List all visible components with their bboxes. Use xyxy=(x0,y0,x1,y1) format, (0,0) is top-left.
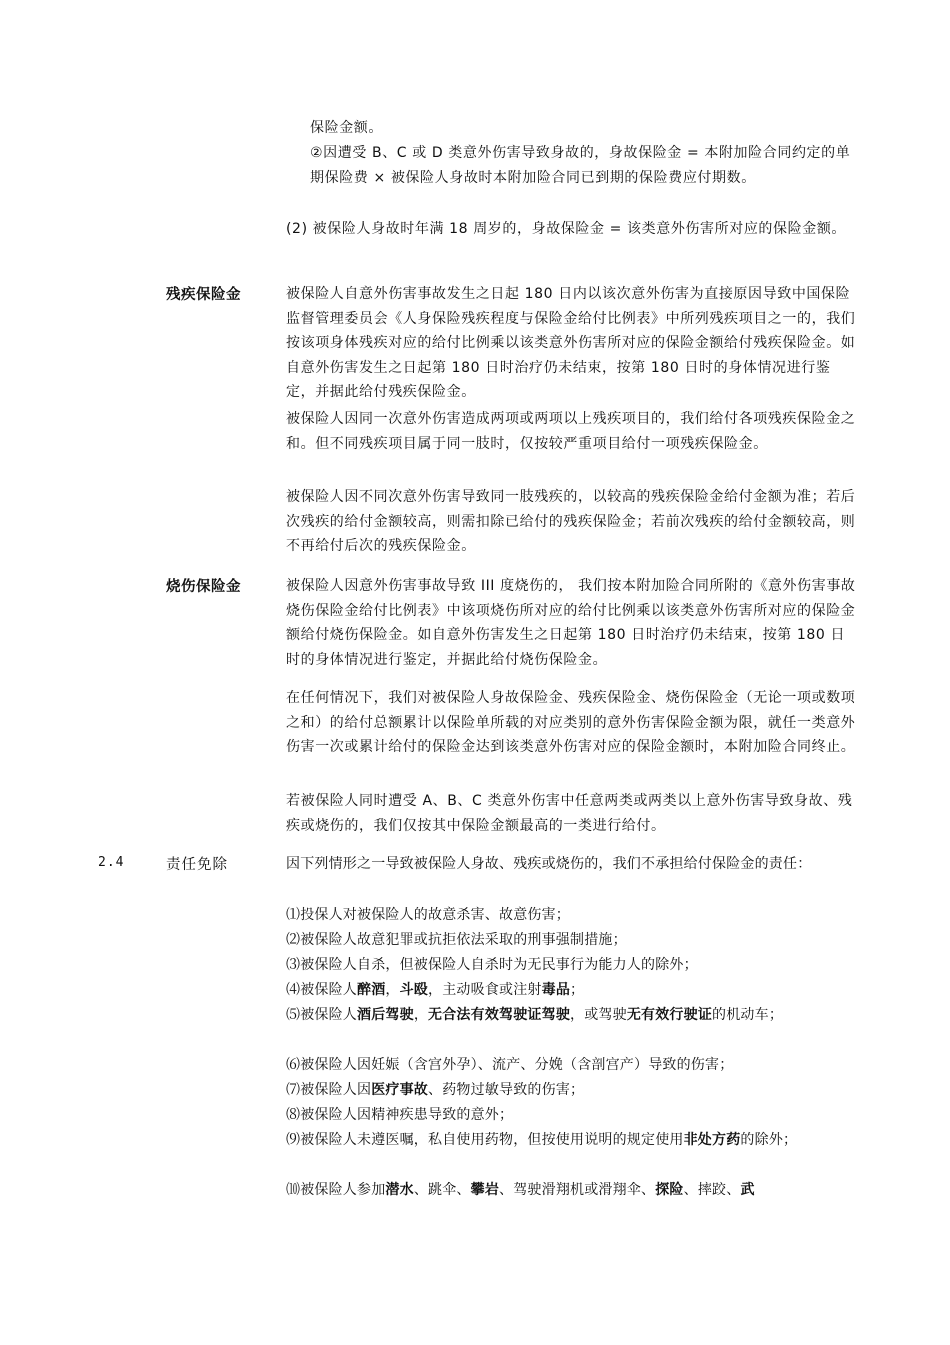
burn-benefit-term: 烧伤保险金 xyxy=(166,579,241,595)
burn-paragraph-1: 被保险人因意外伤害事故导致 III 度烧伤的， 我们按本附加险合同所附的《意外伤害事故烧伤保险金给付比例表》中该项烧伤所对应的给付比例乘以该类意外伤害所对应的保险金额给付烧伤保险金。如自意外伤害发生之日起第 180 日时治疗仍未结束，按第 180 日时的身体情况进行鉴定，并据此给付烧伤保险金。 xyxy=(286,578,856,668)
disability-paragraph-3: 被保险人因不同次意外伤害导致同一肢残疾的，以较高的残疾保险金给付金额为准；若后次残疾的给付金额较高，则需扣除已给付的残疾保险金；若前次残疾的给付金额较高，则不再给付后次的残疾保险金。 xyxy=(286,489,856,554)
bold-term-no-registration: 无有效行驶证 xyxy=(626,1007,713,1023)
exclusion-item-10: ⑽被保险人参加潜水、跳伞、攀岩、驾驶滑翔机或滑翔伞、探险、摔跤、武 xyxy=(286,1182,755,1198)
exclusion-item-5: ⑸被保险人酒后驾驶，无合法有效驾驶证驾驶，或驾驶无有效行驶证的机动车； xyxy=(286,1007,784,1023)
death-benefit-adult-item: (2) 被保险人身故时年满 18 周岁的，身故保险金 = 该类意外伤害所对应的保险金额。 xyxy=(286,221,847,237)
exclusion-item-8: ⑻被保险人因精神疾患导致的意外； xyxy=(286,1107,514,1123)
section-title: 责任免除 xyxy=(166,857,228,873)
disability-paragraph-2: 被保险人因同一次意外伤害造成两项或两项以上残疾项目的，我们给付各项残疾保险金之和。但不同残疾项目属于同一肢时，仅按较严重项目给付一项残疾保险金。 xyxy=(286,411,856,452)
bold-term-otc-drugs: 非处方药 xyxy=(683,1132,741,1148)
death-benefit-item-2-sub: ②因遭受 B、C 或 D 类意外伤害导致身故的，身故保险金 = 本附加险合同约定的单期保险费 × 被保险人身故时本附加险合同已到期的保险费应付期数。 xyxy=(310,145,851,186)
exclusion-item-1: ⑴投保人对被保险人的故意杀害、故意伤害； xyxy=(286,907,570,923)
benefit-limit-paragraph: 在任何情况下，我们对被保险人身故保险金、残疾保险金、烧伤保险金（无论一项或数项之和）的给付总额累计以保险单所载的对应类别的意外伤害保险金额为限，就任一类意外伤害一次或累计给付的保险金达到该类意外伤害对应的保险金额时，本附加险合同终止。 xyxy=(286,690,856,755)
section-number: 2.4 xyxy=(98,855,125,870)
bold-term-diving: 潜水 xyxy=(385,1182,414,1198)
bold-term-medical-accident: 医疗事故 xyxy=(371,1082,429,1098)
death-cont-line: 保险金额。 xyxy=(310,120,383,136)
bold-term-drunk-driving: 酒后驾驶 xyxy=(357,1007,414,1023)
bold-term-martial: 武 xyxy=(740,1182,755,1198)
bold-term-climbing: 攀岩 xyxy=(470,1182,500,1198)
bold-term-no-license: 无合法有效驾驶证驾驶 xyxy=(428,1007,571,1023)
bold-term-drugs: 毒品 xyxy=(541,982,571,998)
exclusion-item-6: ⑹被保险人因妊娠（含宫外孕）、流产、分娩（含剖宫产）导致的伤害； xyxy=(286,1057,734,1073)
exclusion-item-4: ⑷被保险人醉酒，斗殴，主动吸食或注射毒品； xyxy=(286,982,585,998)
multiple-accident-paragraph: 若被保险人同时遭受 A、B、C 类意外伤害中任意两类或两类以上意外伤害导致身故、残疾或烧伤的，我们仅按其中保险金额最高的一类进行给付。 xyxy=(286,793,853,834)
disability-benefit-term: 残疾保险金 xyxy=(166,287,241,303)
exclusion-item-3: ⑶被保险人自杀，但被保险人自杀时为无民事行为能力人的除外； xyxy=(286,957,698,973)
bold-term-drunk: 醉酒 xyxy=(357,982,386,998)
exclusion-item-7: ⑺被保险人因医疗事故、药物过敏导致的伤害； xyxy=(286,1082,585,1098)
exclusion-item-9: ⑼被保险人未遵医嘱，私自使用药物，但按使用说明的规定使用非处方药的除外； xyxy=(286,1132,798,1148)
disability-paragraph-1: 被保险人自意外伤害事故发生之日起 180 日内以该次意外伤害为直接原因导致中国保险监督管理委员会《人身保险残疾程度与保险金给付比例表》中所列残疾项目之一的，我们按该项身体残疾对应的给付比例乘以该类意外伤害所对应的保险金额给付残疾保险金。如自意外伤害发生之日起第 180 日时治疗仍未结束，按第 180 日时的身体情况进行鉴定，并据此给付残疾保险金。 xyxy=(286,286,856,400)
bold-term-fight: 斗殴 xyxy=(399,982,429,998)
bold-term-exploration: 探险 xyxy=(655,1182,684,1198)
exclusions-intro: 因下列情形之一导致被保险人身故、残疾或烧伤的，我们不承担给付保险金的责任： xyxy=(286,856,812,872)
exclusion-item-2: ⑵被保险人故意犯罪或抗拒依法采取的刑事强制措施； xyxy=(286,932,627,948)
